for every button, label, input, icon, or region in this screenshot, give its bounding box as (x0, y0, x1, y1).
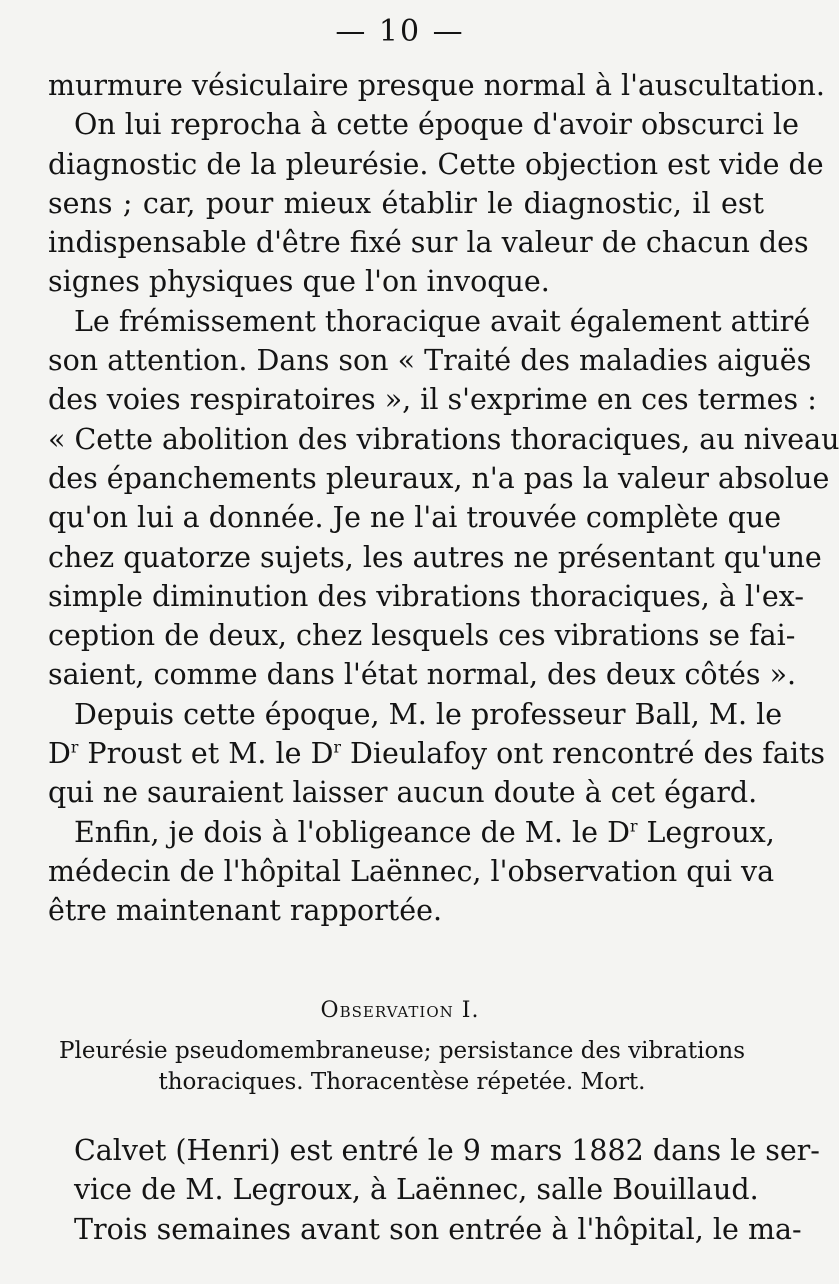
text-line: signes physiques que l'on invoque. (48, 265, 550, 299)
main-text (48, 66, 839, 931)
text-line: sens ; car, pour mieux établir le diagnostic, il est (48, 186, 764, 220)
page-number: — 10 — (335, 14, 465, 49)
text-line: être maintenant rapportée. (48, 894, 443, 928)
text-line: médecin de l'hôpital Laënnec, l'observation qui va (48, 854, 775, 888)
text-line: vice de M. Legroux, à Laënnec, salle Bouillaud. (74, 1173, 759, 1207)
text-line (48, 813, 775, 852)
text-line: son attention. Dans son « Traité des maladies aiguës (48, 344, 812, 378)
text-line: « Cette abolition des vibrations thoraciques, au niveau (48, 422, 839, 456)
superscript: r (70, 737, 79, 757)
text-line: qu'on lui a donnée. Je ne l'ai trouvée complète que (48, 501, 782, 535)
text-fragment: D (48, 737, 71, 771)
observation-text (48, 1131, 820, 1249)
superscript: r (333, 737, 341, 757)
text-line: des voies respiratoires », il s'exprime en ces termes : (48, 383, 817, 417)
subtitle-line: Pleurésie pseudomembraneuse; persistance des vibrations (59, 1038, 745, 1064)
superscript: r (629, 816, 638, 836)
text-line: saient, comme dans l'état normal, des deux côtés ». (48, 658, 797, 692)
text-fragment: Enfin, je dois à l'obligeance de M. le D (74, 815, 630, 849)
text-fragment: Dieulafoy ont rencontré des faits (340, 737, 826, 771)
text-fragment: Proust et M. le D (78, 737, 334, 771)
text-line: Calvet (Henri) est entré le 9 mars 1882 dans le ser- (74, 1134, 820, 1167)
text-line: Depuis cette époque, M. le professeur Ball, M. le (74, 697, 783, 731)
text-line (48, 734, 826, 773)
text-line: qui ne sauraient laisser aucun doute à cet égard. (48, 776, 758, 810)
text-line: chez quatorze sujets, les autres ne présentant qu'une (48, 540, 822, 574)
text-line: Le frémissement thoracique avait également attiré (74, 304, 811, 338)
text-line: indispensable d'être fixé sur la valeur de chacun des (48, 226, 809, 260)
text-fragment: Legroux, (637, 815, 775, 849)
text-line: des épanchements pleuraux, n'a pas la valeur absolue (48, 461, 830, 495)
text-line: murmure vésiculaire presque normal à l'auscultation. (48, 69, 825, 102)
subtitle-line: thoraciques. Thoracentèse répetée. Mort. (158, 1069, 646, 1095)
text-line: On lui reprocha à cette époque d'avoir obscurci le (74, 108, 800, 142)
text-line: simple diminution des vibrations thoraciques, à l'ex- (48, 579, 804, 613)
observation-title: Observation I. (320, 998, 480, 1023)
text-line: Trois semaines avant son entrée à l'hôpital, le ma- (74, 1212, 802, 1246)
observation-subtitle (52, 1036, 752, 1098)
text-line: ception de deux, chez lesquels ces vibrations se fai- (48, 619, 796, 653)
text-line: diagnostic de la pleurésie. Cette objection est vide de (48, 147, 824, 181)
